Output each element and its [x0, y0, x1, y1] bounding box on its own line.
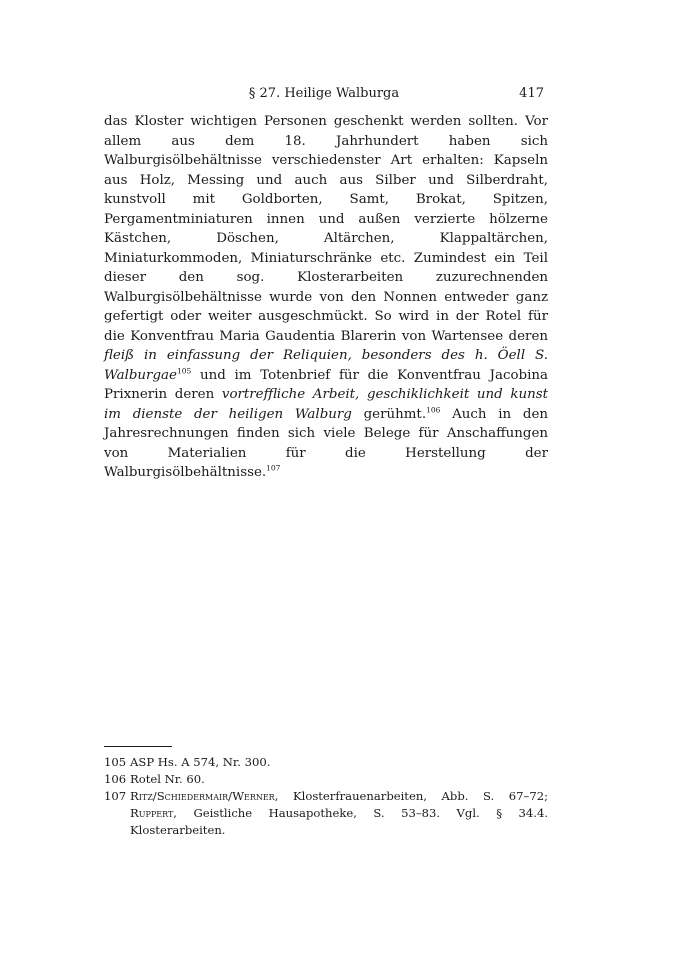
body-text-part-2: und im Totenbrief für die Konventfrau Jacobina Prixnerin deren — [104, 367, 548, 402]
footnote-author: Ritz/Schiedermair/Werner — [130, 789, 275, 803]
footnote-text: , Geistliche Hausapotheke, S. 53–83. Vgl. § 34.4. Klosterarbeiten. — [130, 806, 548, 837]
footnote-106 — [104, 771, 548, 788]
quote-reliquien: fleiß in einfassung der Reliquien, besonders des h. Öell S. Walburgae — [104, 348, 548, 383]
running-title: § 27. Heilige Walburga — [248, 86, 400, 101]
footnote-text: , Klosterfrauenarbeiten, Abb. S. 67–72; — [274, 789, 548, 803]
footnote-divider — [104, 746, 172, 747]
footnote-number: 106 — [104, 772, 127, 786]
footnote-ref-105[interactable]: 105 — [176, 366, 192, 376]
footnote-number: 107 — [104, 789, 127, 803]
footnote-107 — [104, 788, 548, 839]
body-paragraph — [104, 112, 548, 483]
footnote-number: 105 — [104, 755, 127, 769]
footnote-105 — [104, 754, 548, 771]
body-text-part-4: Auch in den Jahresrechnungen finden sich viele Belege für Anschaffungen von Materialien für die Herstellung der Walburgisölbehältnisse. — [104, 406, 548, 480]
body-text-part-3: gerühmt. — [351, 406, 427, 422]
footnote-text: ASP Hs. A 574, Nr. 300. — [130, 755, 271, 769]
page-number: 417 — [519, 86, 544, 101]
body-text-part-1: das Kloster wichtigen Personen geschenkt werden sollten. Vor allem aus dem 18. Jahrhundert haben sich Walburgisölbehältnisse verschiedenster Art erhalten: Kapseln aus Holz, Messing und auch aus Silber und Silberdraht, kunstvoll mit Goldborten, Samt, Brokat, Spitzen, Pergamentminiaturen innen und außen verzierte hölzerne Kästchen, Döschen, Altärchen, Klappaltärchen, Miniaturkommoden, Miniaturschränke etc. Zumindest ein Teil dieser den sog. Klosterarbeiten zuzurechnenden Walburgisölbehältnisse wurde von den Nonnen entweder ganz gefertigt oder weiter ausgeschmückt. So wird in der Rotel für die Konventfrau Maria Gaudentia Blarerin von Wartensee deren — [104, 114, 548, 344]
footnotes — [104, 754, 548, 839]
footnote-text: Rotel Nr. 60. — [130, 772, 205, 786]
quote-vortreffliche-arbeit: vortreffliche Arbeit, geschiklichkeit und kunst im dienste der heiligen Walburg — [104, 387, 548, 422]
footnote-author: Ruppert — [130, 806, 174, 820]
footnote-ref-107[interactable]: 107 — [266, 463, 281, 473]
running-head — [104, 86, 544, 106]
footnote-ref-106[interactable]: 106 — [426, 405, 441, 415]
